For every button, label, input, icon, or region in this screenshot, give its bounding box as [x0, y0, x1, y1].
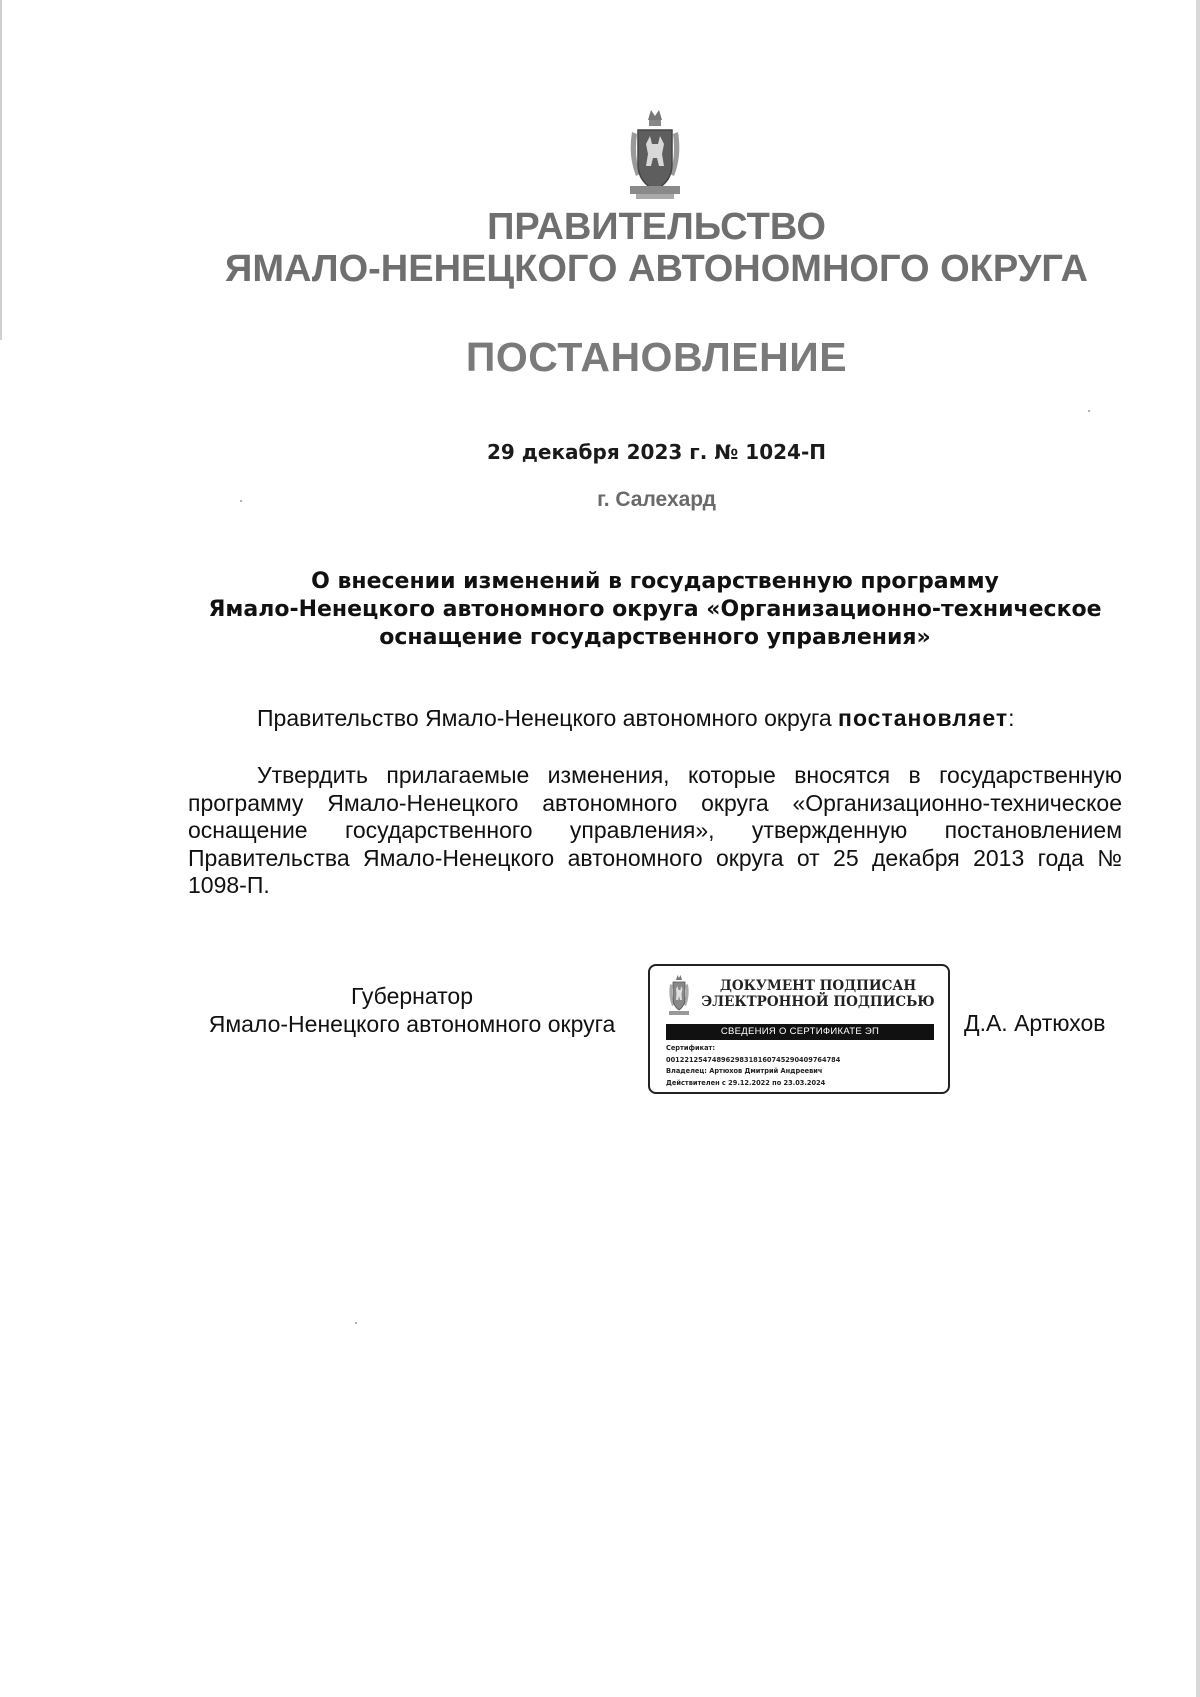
signatory-position — [188, 982, 636, 1038]
stamp-title-line-1: ДОКУМЕНТ ПОДПИСАН — [719, 978, 917, 994]
signatory-position-line-2: Ямало-Ненецкого автономного округа — [208, 1011, 616, 1037]
stamp-certificate-details — [666, 1043, 938, 1089]
scan-speck — [240, 500, 242, 502]
stamp-certificate-label: Сертификат: — [666, 1044, 716, 1052]
stamp-certificate-band: СВЕДЕНИЯ О СЕРТИФИКАТЕ ЭП — [666, 1024, 934, 1040]
coat-of-arms-icon — [618, 106, 692, 204]
preamble-text: Правительство Ямало-Ненецкого автономного округа — [257, 705, 839, 731]
subject-line-1: О внесении изменений в государственную программу — [311, 569, 999, 594]
stamp-validity: Действителен с 29.12.2022 по 23.03.2024 — [666, 1078, 826, 1087]
body-paragraph: Утвердить прилагаемые изменения, которые вносятся в государственную программу Ямало-Ненецкого автономного округа «Организационно-техническое оснащение государственного управления», утвержденную постановлением Правительства Ямало-Ненецкого автономного округа от 25 декабря 2013 года № 1098-П. — [188, 762, 1122, 898]
signatory-position-line-1: Губернатор — [350, 983, 474, 1009]
document-date-number: 29 декабря 2023 г. № 1024-П — [486, 440, 827, 464]
signer-name: Д.А. Артюхов — [964, 1010, 1106, 1036]
preamble-decree-word: постановляет — [838, 705, 1009, 731]
stamp-certificate-number: 00122125474896298318160745290409764784 — [666, 1055, 841, 1064]
subject-line-3: оснащение государственного управления» — [379, 625, 931, 650]
government-title-line-2: ЯМАЛО-НЕНЕЦКОГО АВТОНОМНОГО ОКРУГА — [225, 248, 1088, 290]
scan-speck — [355, 1322, 357, 1324]
preamble — [257, 705, 1014, 732]
stamp-title-line-2: ЭЛЕКТРОННОЙ ПОДПИСЬЮ — [701, 994, 935, 1010]
preamble-colon: : — [1008, 705, 1015, 731]
coat-of-arms-icon — [664, 974, 694, 1018]
government-title-line-1: ПРАВИТЕЛЬСТВО — [487, 206, 826, 248]
document-subject — [190, 568, 1120, 652]
stamp-owner: Владелец: Артюхов Дмитрий Андреевич — [666, 1067, 823, 1075]
scan-speck — [1088, 410, 1090, 412]
document-type: ПОСТАНОВЛЕНИЕ — [465, 334, 848, 380]
document-city: г. Салехард — [597, 488, 716, 511]
stamp-title — [700, 978, 936, 1010]
government-title — [0, 206, 1200, 290]
subject-line-2: Ямало-Ненецкого автономного округа «Организационно-техническое — [208, 597, 1102, 622]
electronic-signature-stamp — [648, 964, 950, 1094]
